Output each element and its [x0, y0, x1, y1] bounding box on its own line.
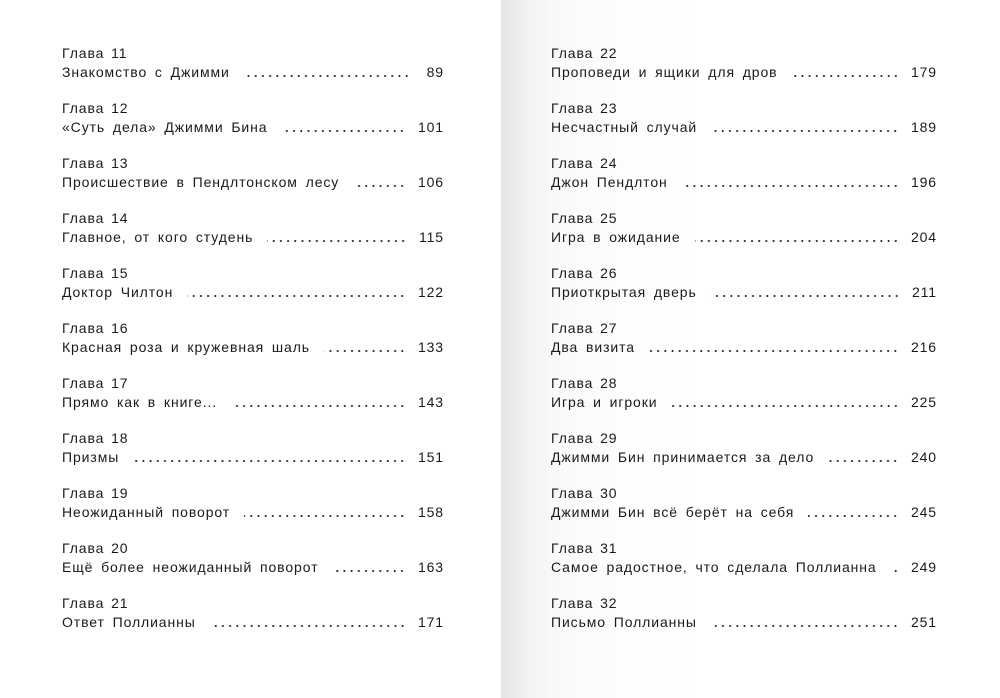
- page-number: 171: [417, 614, 444, 630]
- page-number: 225: [910, 394, 937, 410]
- toc-entry: [62, 209, 444, 264]
- chapter-label: Глава 19: [62, 485, 129, 501]
- toc-line: [62, 117, 444, 137]
- chapter-label: Глава 28: [551, 375, 618, 391]
- dot-leader: [210, 624, 406, 628]
- toc-entry: [62, 264, 444, 319]
- page-number: 106: [417, 174, 444, 190]
- table-of-contents-left: [62, 44, 444, 649]
- toc-line: [62, 62, 444, 82]
- page-number: 251: [910, 614, 937, 630]
- page-number: 133: [417, 339, 444, 355]
- toc-line: [62, 557, 444, 577]
- toc-entry: [551, 539, 937, 594]
- dot-leader: [891, 569, 899, 573]
- toc-entry: [62, 374, 444, 429]
- toc-line: [62, 172, 444, 192]
- dot-leader: [353, 184, 406, 188]
- toc-line: [62, 392, 444, 412]
- chapter-title: Игра и игроки: [551, 394, 658, 410]
- toc-line: [551, 282, 937, 302]
- page-number: 143: [417, 394, 444, 410]
- toc-line: [551, 227, 937, 247]
- chapter-label: Глава 24: [551, 155, 618, 171]
- toc-entry: [551, 319, 937, 374]
- toc-entry: [551, 484, 937, 539]
- chapter-title: Происшествие в Пендлтонском лесу: [62, 174, 340, 190]
- toc-line: [551, 172, 937, 192]
- dot-leader: [711, 624, 899, 628]
- dot-leader: [324, 349, 406, 353]
- page-number: 189: [910, 119, 937, 135]
- dot-leader: [711, 129, 899, 133]
- toc-entry: [551, 154, 937, 209]
- toc-line: [62, 227, 444, 247]
- toc-entry: [62, 594, 444, 649]
- toc-entry: [551, 594, 937, 649]
- page-number: 196: [910, 174, 937, 190]
- chapter-title: Проповеди и ящики для дров: [551, 64, 778, 80]
- chapter-label: Глава 18: [62, 430, 129, 446]
- page-number: 163: [417, 559, 444, 575]
- dot-leader: [133, 459, 406, 463]
- chapter-label: Глава 20: [62, 540, 129, 556]
- chapter-title: Несчастный случай: [551, 119, 698, 135]
- toc-line: [62, 282, 444, 302]
- toc-entry: [551, 264, 937, 319]
- chapter-label: Глава 27: [551, 320, 618, 336]
- chapter-title: Джимми Бин принимается за дело: [551, 449, 815, 465]
- page-number: 122: [417, 284, 444, 300]
- dot-leader: [792, 74, 899, 78]
- chapter-title: Приоткрытая дверь: [551, 284, 697, 300]
- chapter-title: Красная роза и кружевная шаль: [62, 339, 311, 355]
- toc-line: [62, 502, 444, 522]
- page-number: 179: [910, 64, 937, 80]
- dot-leader: [808, 514, 899, 518]
- chapter-label: Глава 25: [551, 210, 618, 226]
- dot-leader: [244, 74, 410, 78]
- chapter-title: Два визита: [551, 339, 635, 355]
- page-number: 101: [417, 119, 444, 135]
- chapter-title: Призмы: [62, 449, 120, 465]
- chapter-label: Глава 15: [62, 265, 129, 281]
- dot-leader: [649, 349, 899, 353]
- chapter-label: Глава 13: [62, 155, 129, 171]
- chapter-label: Глава 14: [62, 210, 129, 226]
- page-number: 211: [911, 284, 937, 300]
- page-number: 249: [910, 559, 937, 575]
- chapter-label: Глава 32: [551, 595, 618, 611]
- chapter-label: Глава 11: [62, 45, 128, 61]
- page-number: 158: [417, 504, 444, 520]
- toc-line: [551, 62, 937, 82]
- dot-leader: [281, 129, 405, 133]
- toc-line: [551, 447, 937, 467]
- dot-leader: [187, 294, 406, 298]
- toc-line: [551, 502, 937, 522]
- chapter-label: Глава 17: [62, 375, 129, 391]
- page-number: 216: [910, 339, 937, 355]
- dot-leader: [682, 184, 899, 188]
- chapter-title: «Суть дела» Джимми Бина: [62, 119, 268, 135]
- toc-entry: [62, 429, 444, 484]
- chapter-title: Ответ Поллианны: [62, 614, 196, 630]
- page-number: 115: [418, 229, 444, 245]
- chapter-title: Самое радостное, что сделала Поллианна: [551, 559, 877, 575]
- toc-line: [62, 447, 444, 467]
- toc-line: [551, 117, 937, 137]
- toc-entry: [62, 484, 444, 539]
- chapter-title: Знакомство с Джимми: [62, 64, 230, 80]
- toc-entry: [62, 539, 444, 594]
- dot-leader: [695, 239, 899, 243]
- table-of-contents-right: [551, 44, 937, 649]
- dot-leader: [332, 569, 406, 573]
- chapter-label: Глава 29: [551, 430, 618, 446]
- chapter-title: Неожиданный поворот: [62, 504, 231, 520]
- toc-line: [62, 337, 444, 357]
- chapter-title: Ещё более неожиданный поворот: [62, 559, 319, 575]
- page-number: 89: [426, 64, 444, 80]
- toc-entry: [551, 99, 937, 154]
- chapter-label: Глава 16: [62, 320, 129, 336]
- toc-line: [551, 612, 937, 632]
- dot-leader: [267, 239, 407, 243]
- chapter-title: Джон Пендлтон: [551, 174, 668, 190]
- chapter-label: Глава 22: [551, 45, 618, 61]
- toc-entry: [551, 209, 937, 264]
- toc-entry: [62, 99, 444, 154]
- toc-entry: [62, 44, 444, 99]
- chapter-label: Глава 31: [551, 540, 618, 556]
- dot-leader: [672, 404, 899, 408]
- toc-entry: [62, 154, 444, 209]
- page-number: 245: [910, 504, 937, 520]
- chapter-title: Джимми Бин всё берёт на себя: [551, 504, 795, 520]
- chapter-label: Глава 21: [62, 595, 129, 611]
- chapter-title: Прямо как в книге...: [62, 394, 218, 410]
- page-number: 240: [910, 449, 937, 465]
- toc-line: [551, 337, 937, 357]
- chapter-title: Игра в ожидание: [551, 229, 681, 245]
- dot-leader: [244, 514, 406, 518]
- chapter-title: Письмо Поллианны: [551, 614, 697, 630]
- toc-entry: [551, 429, 937, 484]
- chapter-label: Глава 23: [551, 100, 618, 116]
- dot-leader: [828, 459, 899, 463]
- dot-leader: [711, 294, 900, 298]
- right-page: [501, 0, 1000, 698]
- toc-entry: [62, 319, 444, 374]
- page-number: 204: [910, 229, 937, 245]
- toc-entry: [551, 44, 937, 99]
- chapter-title: Главное, от кого студень: [62, 229, 254, 245]
- toc-line: [551, 557, 937, 577]
- chapter-label: Глава 12: [62, 100, 129, 116]
- dot-leader: [231, 404, 406, 408]
- chapter-label: Глава 26: [551, 265, 618, 281]
- toc-entry: [551, 374, 937, 429]
- toc-line: [551, 392, 937, 412]
- chapter-label: Глава 30: [551, 485, 618, 501]
- page-number: 151: [417, 449, 444, 465]
- chapter-title: Доктор Чилтон: [62, 284, 174, 300]
- toc-line: [62, 612, 444, 632]
